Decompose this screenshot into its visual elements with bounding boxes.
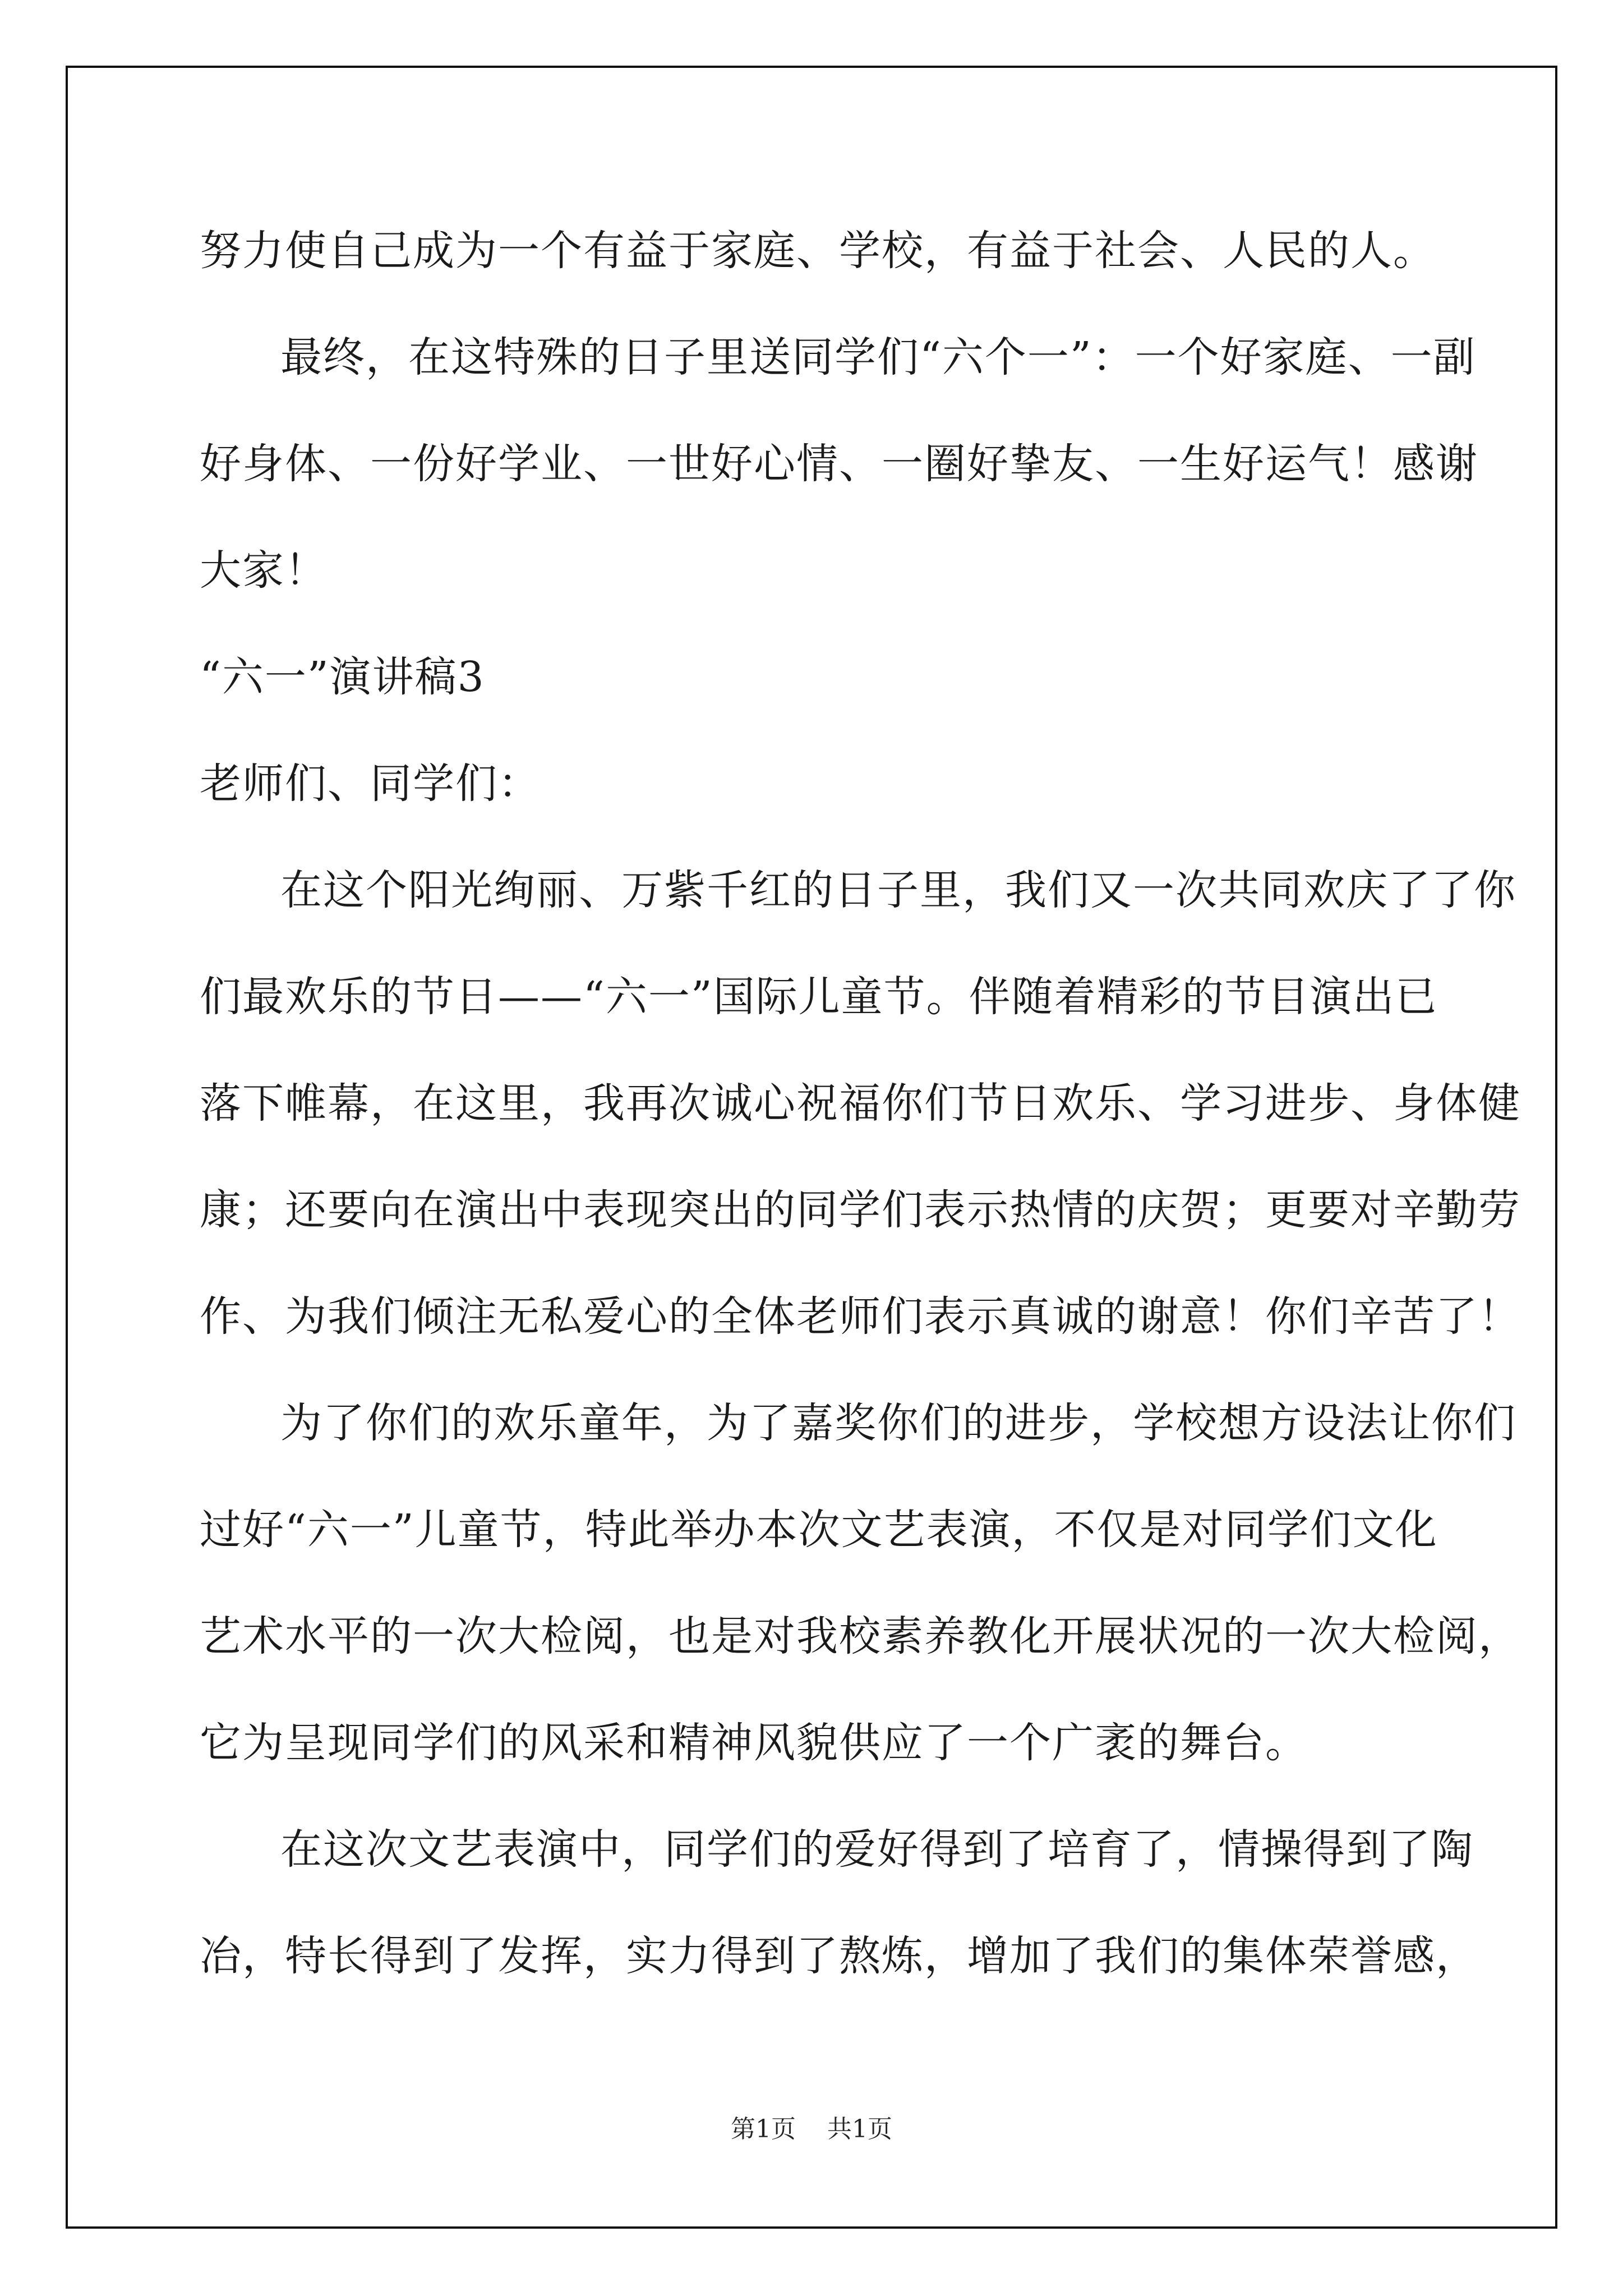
text-line: 艺术水平的一次大检阅，也是对我校素养教化开展状况的一次大检阅， bbox=[200, 1612, 1521, 1660]
paragraph-start: 最终，在这特殊的日子里送同学们“六个一”：一个好家庭、一副 bbox=[280, 333, 1476, 381]
text-line: 落下帷幕，在这里，我再次诚心祝福你们节日欢乐、学习进步、身体健 bbox=[200, 1079, 1521, 1128]
text-line: 冶，特长得到了发挥，实力得到了熬炼，增加了我们的集体荣誉感， bbox=[200, 1932, 1478, 1980]
text-line: 努力使自己成为一个有益于家庭、学校，有益于社会、人民的人。 bbox=[200, 227, 1436, 275]
section-heading: “六一”演讲稿3 bbox=[200, 653, 485, 701]
text-line: 作、为我们倾注无私爱心的全体老师们表示真诚的谢意！你们辛苦了！ bbox=[200, 1292, 1521, 1341]
paragraph-start: 在这个阳光绚丽、万紫千红的日子里，我们又一次共同欢庆了了你 bbox=[280, 866, 1516, 914]
text-line: 它为呈现同学们的风采和精神风貌供应了一个广袤的舞台。 bbox=[200, 1719, 1308, 1767]
page-number: 第1页 bbox=[731, 2115, 796, 2143]
page-total: 共1页 bbox=[827, 2115, 892, 2143]
text-line: 们最欢乐的节日——“六一”国际儿童节。伴随着精彩的节目演出已 bbox=[200, 973, 1438, 1021]
text-line: 好身体、一份好学业、一世好心情、一圈好挚友、一生好运气！感谢 bbox=[200, 440, 1478, 488]
text-line: 大家！ bbox=[200, 546, 328, 595]
text-line: 康；还要向在演出中表现突出的同学们表示热情的庆贺；更要对辛勤劳 bbox=[200, 1186, 1521, 1234]
page-border bbox=[66, 66, 1557, 2229]
paragraph-start: 为了你们的欢乐童年，为了嘉奖你们的进步，学校想方设法让你们 bbox=[280, 1399, 1516, 1447]
paragraph-start: 在这次文艺表演中，同学们的爱好得到了培育了，情操得到了陶 bbox=[280, 1825, 1474, 1874]
page-footer bbox=[0, 2113, 1623, 2146]
text-line: 过好“六一”儿童节，特此举办本次文艺表演，不仅是对同学们文化 bbox=[200, 1506, 1438, 1554]
salutation: 老师们、同学们： bbox=[200, 760, 541, 808]
